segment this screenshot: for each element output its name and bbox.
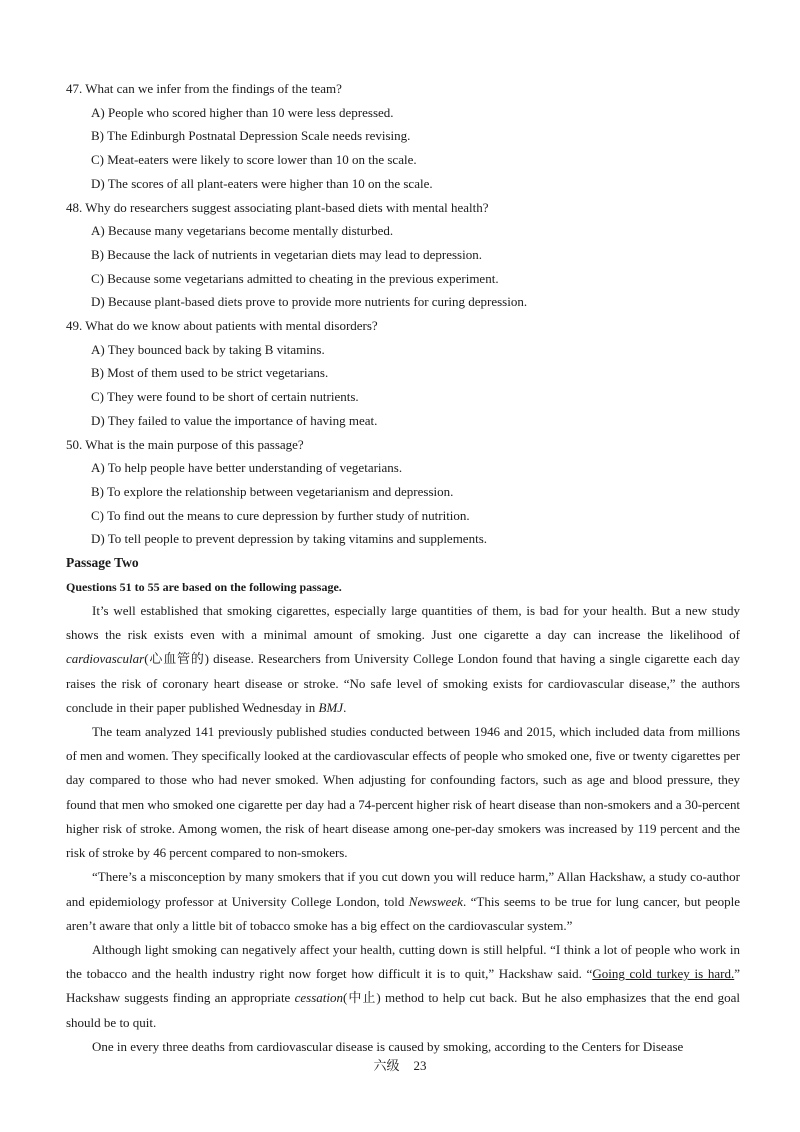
- q48-option-b: B) Because the lack of nutrients in vegetarian diets may lead to depression.: [91, 246, 482, 262]
- term-cardiovascular: cardiovascular: [66, 651, 145, 667]
- q49-option-c: C) They were found to be short of certain nutrients.: [91, 389, 359, 405]
- term-cessation: cessation: [294, 990, 344, 1006]
- q47-option-c: C) Meat-eaters were likely to score lower than 10 on the scale.: [91, 152, 417, 168]
- q47-option-b: B) The Edinburgh Postnatal Depression Scale needs revising.: [91, 128, 411, 144]
- q50-option-d: D) To tell people to prevent depression by taking vitamins and supplements.: [91, 531, 487, 547]
- question-47: 47. What can we infer from the findings of the team?: [66, 81, 342, 96]
- exam-level: 六级: [373, 1058, 400, 1073]
- gloss-cessation: (中止): [343, 990, 381, 1006]
- passage-title: Passage Two: [66, 555, 139, 571]
- q47-option-d: D) The scores of all plant-eaters were higher than 10 on the scale.: [91, 175, 433, 191]
- page-number: 23: [413, 1058, 427, 1073]
- page-footer: [0, 1057, 800, 1075]
- journal-name: BMJ: [318, 699, 344, 715]
- question-49: 49. What do we know about patients with mental disorders?: [66, 318, 378, 334]
- q49-option-b: B) Most of them used to be strict vegetarians.: [91, 365, 329, 381]
- outlet-name: Newsweek: [408, 893, 463, 909]
- gloss-cardiovascular: (心血管的): [144, 651, 210, 667]
- q50-option-a: A) To help people have better understanding of vegetarians.: [91, 460, 403, 476]
- q48-option-a: A) Because many vegetarians become mentally disturbed.: [91, 223, 394, 239]
- question-48: 48. Why do researchers suggest associating plant-based diets with mental health?: [66, 199, 489, 215]
- passage-body: [66, 599, 740, 1059]
- q47-option-a: A) People who scored higher than 10 were less depressed.: [91, 104, 394, 120]
- q48-option-d: D) Because plant-based diets prove to provide more nutrients for curing depression.: [91, 294, 528, 310]
- paragraph-5: One in every three deaths from cardiovascular disease is caused by smoking, according to the Centers for Disease: [92, 1038, 684, 1054]
- question-50: 50. What is the main purpose of this passage?: [66, 436, 304, 452]
- paragraph-4: Although light smoking can negatively affect your health, cutting down is still helpful. “I think a lot of people who work in the tobacco and the health industry right now forget how difficult it is to quit,” Hackshaw said. “Going cold turkey is hard.” Hackshaw suggests finding an appropriate cessation(中止) method to help cut back. But he also emphasizes that the end goal should be to quit.: [66, 941, 740, 1030]
- paragraph-3: “There’s a misconception by many smokers that if you cut down you will reduce harm,” Allan Hackshaw, a study co-author and epidemiology professor at University College London, told Newsweek. “This seems to be true for lung cancer, but people aren’t aware that only a little bit of tobacco smoke has a big effect on the cardiovascular system.”: [66, 869, 741, 933]
- underlined-phrase: Going cold turkey is hard.: [592, 966, 735, 982]
- q49-option-a: A) They bounced back by taking B vitamins.: [91, 341, 325, 357]
- q49-option-d: D) They failed to value the importance of having meat.: [91, 412, 378, 428]
- q50-option-c: C) To find out the means to cure depression by further study of nutrition.: [91, 507, 470, 523]
- passage-instruction: Questions 51 to 55 are based on the following passage.: [66, 580, 342, 595]
- q48-option-c: C) Because some vegetarians admitted to cheating in the previous experiment.: [91, 270, 499, 286]
- q50-option-b: B) To explore the relationship between vegetarianism and depression.: [91, 483, 454, 499]
- paragraph-1: It’s well established that smoking cigarettes, especially large quantities of them, is bad for your health. But a new study shows the risk exists even with a minimal amount of smoking. Just one cigarette a day can increase the likelihood of cardiovascular(心血管的) disease. Researchers from University College London found that having a single cigarette each day raises the risk of coronary heart disease or stroke. “No safe level of smoking exists for cardiovascular disease,” the authors conclude in their paper published Wednesday in BMJ.: [66, 603, 740, 715]
- page-content: [66, 77, 740, 1059]
- paragraph-2: The team analyzed 141 previously published studies conducted between 1946 and 2015, which included data from millions of men and women. They specifically looked at the cardiovascular effects of people who smoked one, five or twenty cigarettes per day compared to those who had never smoked. When adjusting for confounding factors, such as age and blood pressure, they found that men who smoked one cigarette per day had a 74-percent higher risk of heart disease than non-smokers and a 30-percent higher risk of stroke. Among women, the risk of heart disease among one-per-day smokers was increased by 119 percent and the risk of stroke by 46 percent compared to non-smokers.: [66, 724, 740, 861]
